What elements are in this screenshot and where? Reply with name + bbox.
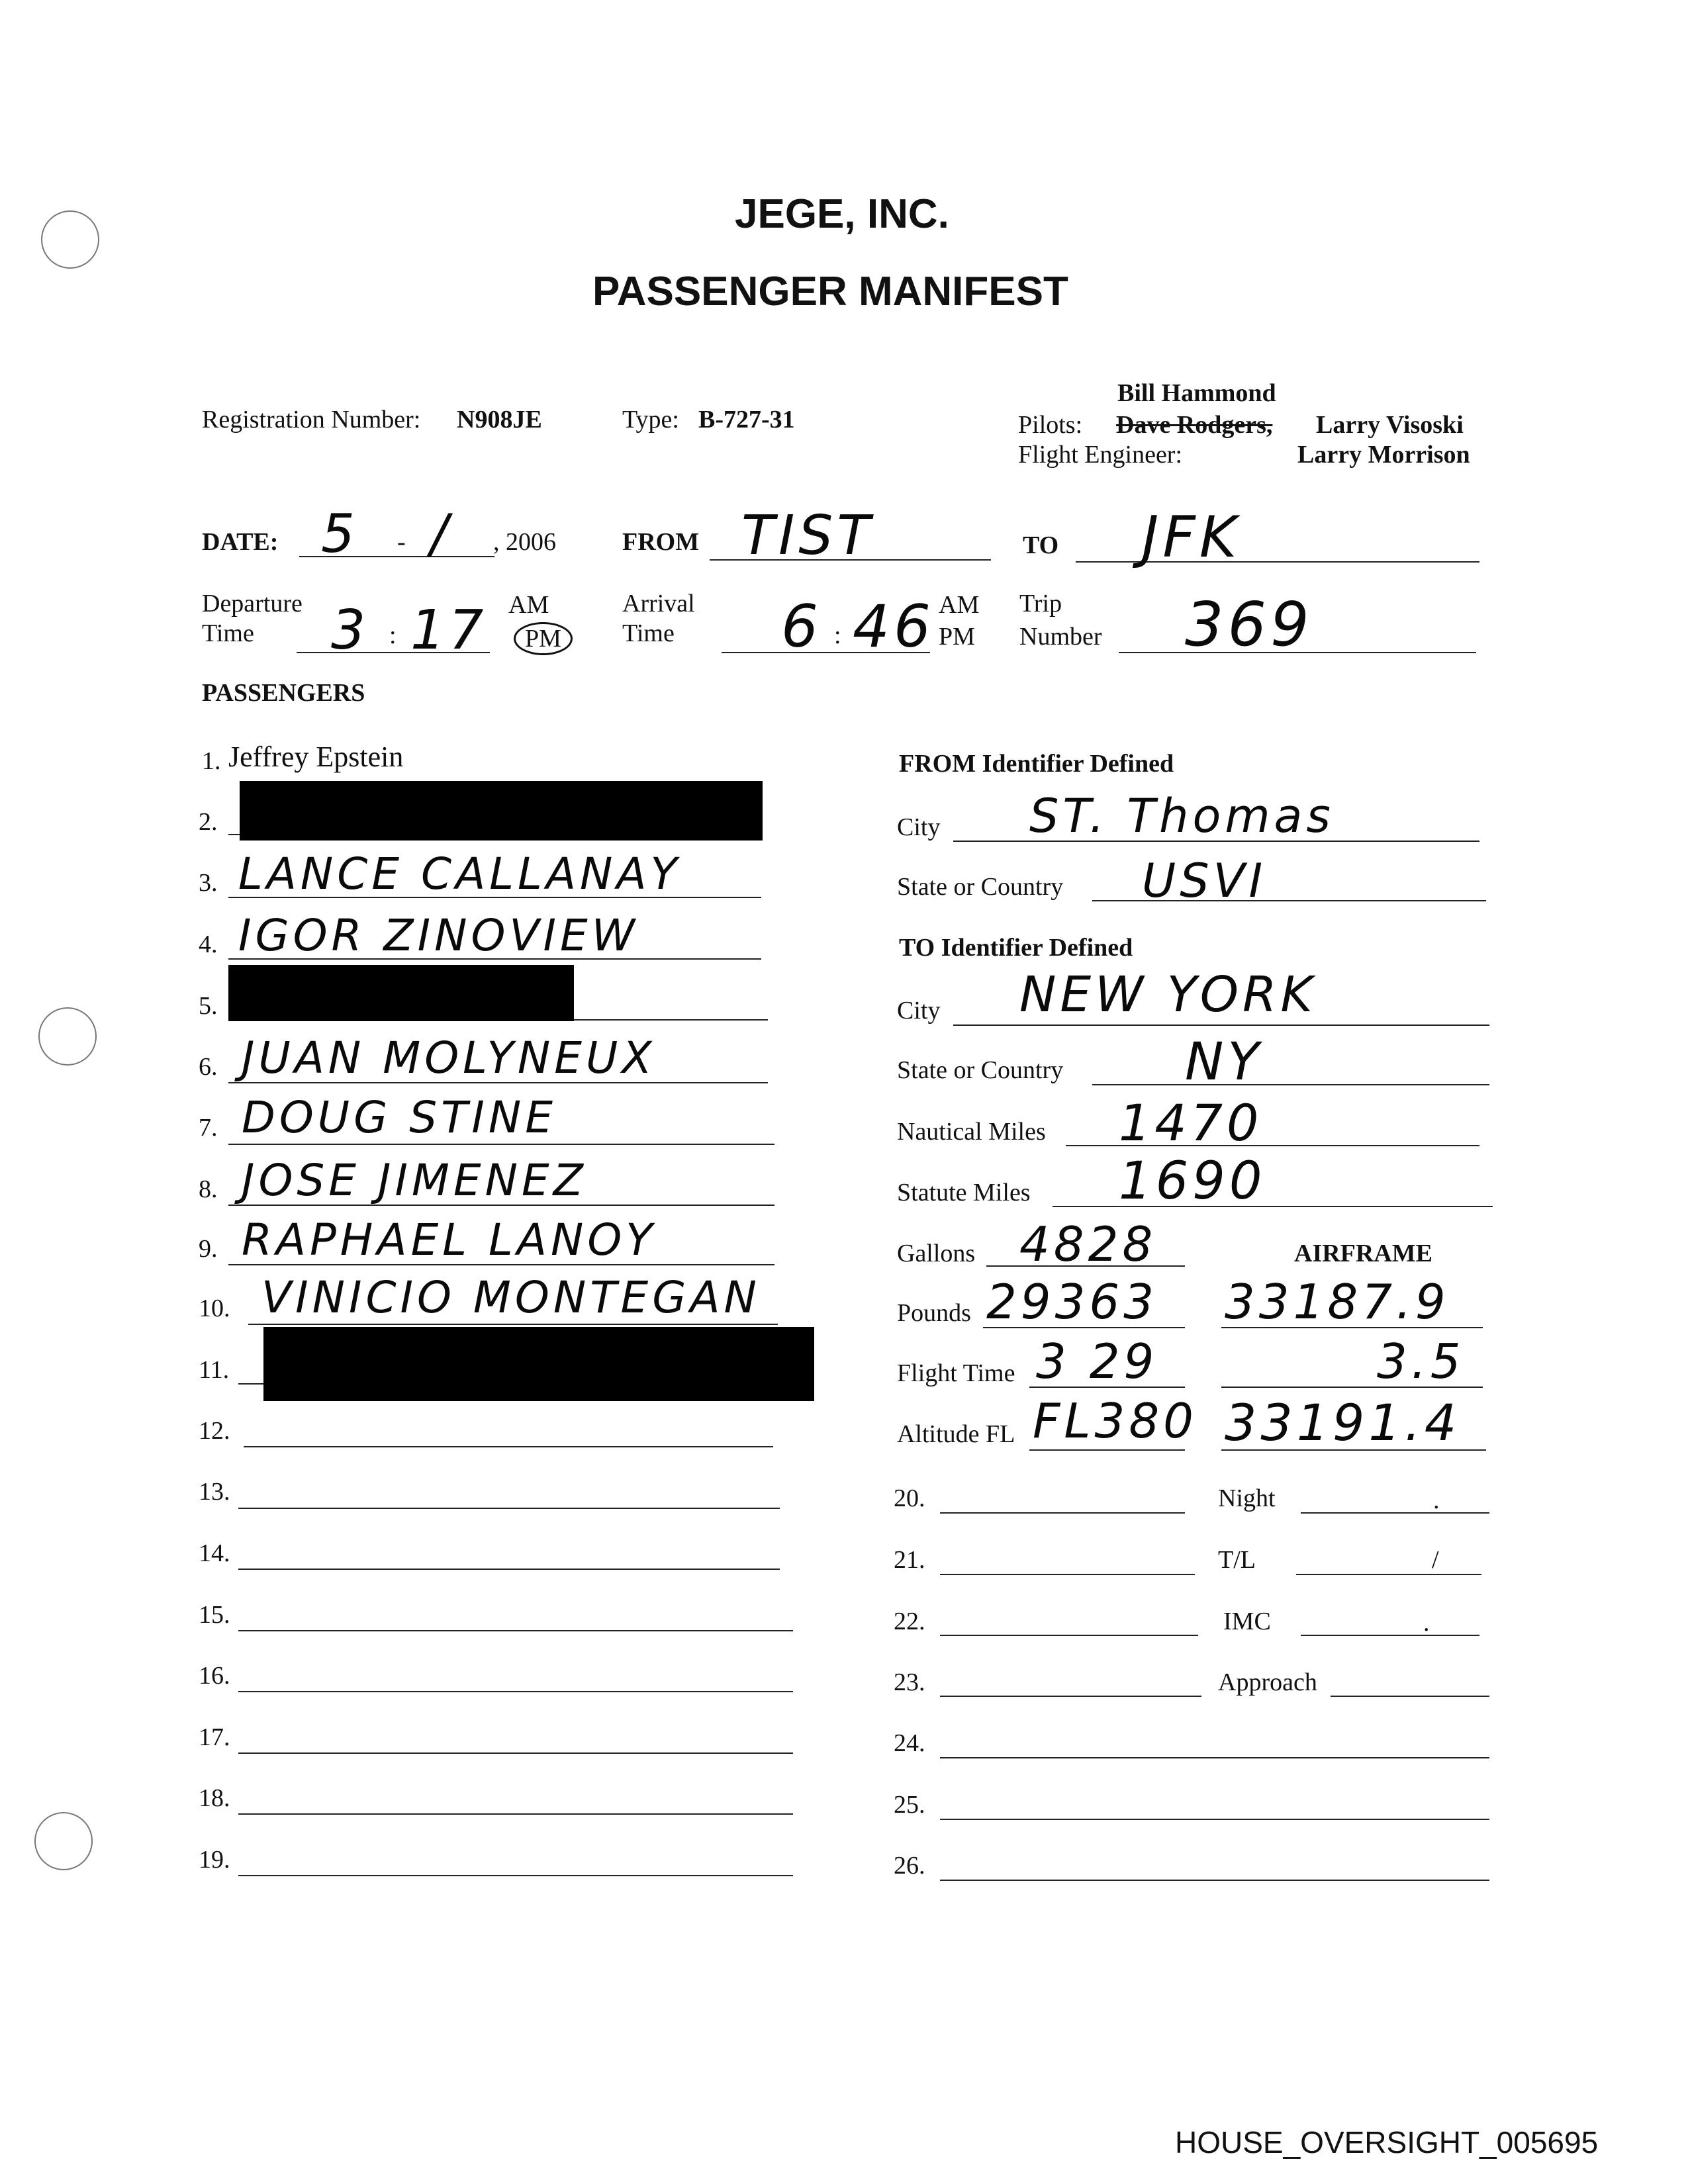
from-city-value: ST. Thomas [1029,789,1335,843]
imc-separator: . [1423,1609,1430,1637]
passenger-line [238,1569,780,1570]
extra-row-line [940,1574,1195,1575]
to-state-value: NY [1185,1032,1263,1092]
statute-label: Statute Miles [897,1179,1031,1206]
altitude-value: FL380 [1033,1393,1197,1449]
nautical-label: Nautical Miles [897,1118,1046,1146]
extra-row-label: IMC [1223,1608,1271,1635]
passenger-line [248,1324,778,1325]
passenger-name: JOSE JIMENEZ [242,1155,587,1206]
type-value: B-727-31 [698,406,795,433]
to-city-line [953,1024,1489,1026]
nautical-value: 1470 [1119,1093,1263,1152]
date-dash: - [397,528,406,556]
passenger-line [238,1630,793,1631]
departure-pm: PM [514,622,573,655]
passenger-line [238,1813,793,1815]
extra-row-line [940,1635,1198,1636]
trip-value: 369 [1185,589,1313,660]
date-label: DATE: [202,528,279,556]
arrival-minute: 46 [853,592,935,660]
passenger-name: IGOR ZINOVIEW [238,910,639,961]
passenger-name: LANCE CALLANAY [238,848,681,899]
from-state-value: USVI [1142,854,1267,908]
passenger-line [244,1446,773,1447]
passenger-num: 16. [199,1662,230,1690]
passenger-num: 2. [199,808,218,836]
passenger-name: JUAN MOLYNEUX [242,1032,656,1083]
passenger-num: 9. [199,1235,218,1263]
arrival-label-1: Arrival [622,590,695,617]
arrival-hour: 6 [781,592,822,660]
bates-number: HOUSE_OVERSIGHT_005695 [1175,2125,1599,2160]
passenger-num: 4. [199,931,218,958]
redaction-box [263,1327,814,1401]
passenger-num: 10. [199,1295,230,1322]
passenger-num: 7. [199,1114,218,1142]
to-city-label: City [897,997,941,1024]
passenger-name: RAPHAEL LANOY [242,1214,657,1265]
departure-minute: 17 [410,599,488,662]
passenger-num: 3. [199,869,218,897]
flight-time-value: 3 29 [1036,1334,1158,1389]
airframe-value-1: 33187.9 [1225,1274,1450,1330]
trip-label-1: Trip [1019,590,1062,617]
arrival-pm: PM [939,623,975,651]
passenger-name: Jeffrey Epstein [228,741,404,773]
passenger-num: 15. [199,1601,230,1629]
form-title: PASSENGER MANIFEST [592,269,1068,314]
to-label: TO [1023,531,1059,559]
passenger-num: 11. [199,1356,230,1384]
arrival-am: AM [939,591,980,619]
passenger-line [238,1752,793,1754]
statute-value: 1690 [1119,1152,1266,1211]
extra-row-label: Night [1218,1484,1276,1512]
from-city-label: City [897,813,941,841]
airframe-label: AIRFRAME [1294,1240,1432,1267]
extra-row-line [940,1757,1489,1758]
altitude-label: Altitude FL [897,1420,1015,1448]
pounds-label: Pounds [897,1299,971,1327]
registration-label: Registration Number: [202,406,421,433]
to-city-value: NEW YORK [1019,966,1317,1023]
passenger-line [238,1508,780,1509]
night-line [1301,1512,1489,1514]
extra-row-num: 26. [894,1852,925,1880]
airframe-value-2: 3.5 [1377,1334,1465,1389]
tl-line [1296,1574,1481,1575]
gallons-label: Gallons [897,1240,976,1267]
redaction-box [228,965,574,1021]
extra-row-num: 23. [894,1668,925,1696]
binder-hole-bottom [34,1812,93,1870]
to-identifier-heading: TO Identifier Defined [899,934,1133,962]
extra-row-line [940,1696,1201,1697]
passenger-num: 12. [199,1417,230,1445]
passenger-num: 13. [199,1478,230,1506]
pilot-struck: Dave Rodgers, [1116,411,1273,439]
arrival-colon: : [834,621,841,649]
passenger-num: 1. [202,747,221,775]
departure-label-1: Departure [202,590,303,617]
to-state-label: State or Country [897,1056,1064,1084]
to-line [1076,561,1479,563]
engineer-label: Flight Engineer: [1018,441,1183,469]
imc-line [1301,1635,1479,1636]
passenger-num: 18. [199,1784,230,1812]
passenger-num: 17. [199,1723,230,1751]
arrival-label-2: Time [622,619,675,647]
passenger-line [238,1875,793,1876]
pounds-value: 29363 [986,1274,1158,1330]
type-label: Type: [622,406,679,433]
pilot-added: Bill Hammond [1117,379,1276,407]
extra-row-num: 24. [894,1729,925,1757]
extra-row-label: T/L [1218,1546,1256,1574]
pilots-label: Pilots: [1018,411,1083,439]
from-label: FROM [622,528,700,556]
date-year: , 2006 [493,528,556,556]
altitude-line [1029,1449,1185,1451]
company-name: JEGE, INC. [735,191,949,237]
tl-separator: / [1432,1546,1439,1574]
extra-row-line [940,1819,1489,1820]
passenger-num: 6. [199,1053,218,1081]
passenger-line [228,1144,774,1145]
from-identifier-heading: FROM Identifier Defined [899,750,1174,778]
to-state-line [1092,1084,1489,1085]
passenger-name: VINICIO MONTEGAN [261,1272,761,1323]
flight-time-label: Flight Time [897,1359,1015,1387]
binder-hole-top [41,210,99,269]
passenger-num: 5. [199,992,218,1020]
passengers-heading: PASSENGERS [202,679,365,707]
extra-row-label: Approach [1218,1668,1317,1696]
date-day: / [430,503,452,565]
to-value: JFK [1142,504,1241,570]
trip-label-2: Number [1019,623,1102,651]
from-state-label: State or Country [897,873,1064,901]
from-value: TIST [741,504,874,567]
engineer-value: Larry Morrison [1297,441,1470,469]
passenger-line [238,1691,793,1692]
extra-row-num: 25. [894,1791,925,1819]
extra-row-line [940,1512,1185,1514]
date-month: 5 [321,503,359,565]
departure-colon: : [389,621,397,649]
night-separator: . [1433,1486,1440,1514]
extra-row-num: 20. [894,1484,925,1512]
gallons-value: 4828 [1019,1216,1157,1272]
extra-row-num: 22. [894,1608,925,1635]
pilot-2: Larry Visoski [1316,411,1464,439]
passenger-num: 19. [199,1846,230,1874]
departure-am: AM [508,591,549,619]
approach-line [1331,1696,1489,1697]
extra-row-num: 21. [894,1546,925,1574]
passenger-name: DOUG STINE [242,1092,557,1143]
departure-hour: 3 [331,599,370,662]
binder-hole-middle [38,1007,97,1066]
passenger-num: 14. [199,1539,230,1567]
airframe-value-3: 33191.4 [1225,1393,1461,1452]
passenger-num: 8. [199,1175,218,1203]
departure-label-2: Time [202,619,254,647]
registration-value: N908JE [457,406,542,433]
redaction-box [240,781,763,841]
extra-row-line [940,1880,1489,1881]
